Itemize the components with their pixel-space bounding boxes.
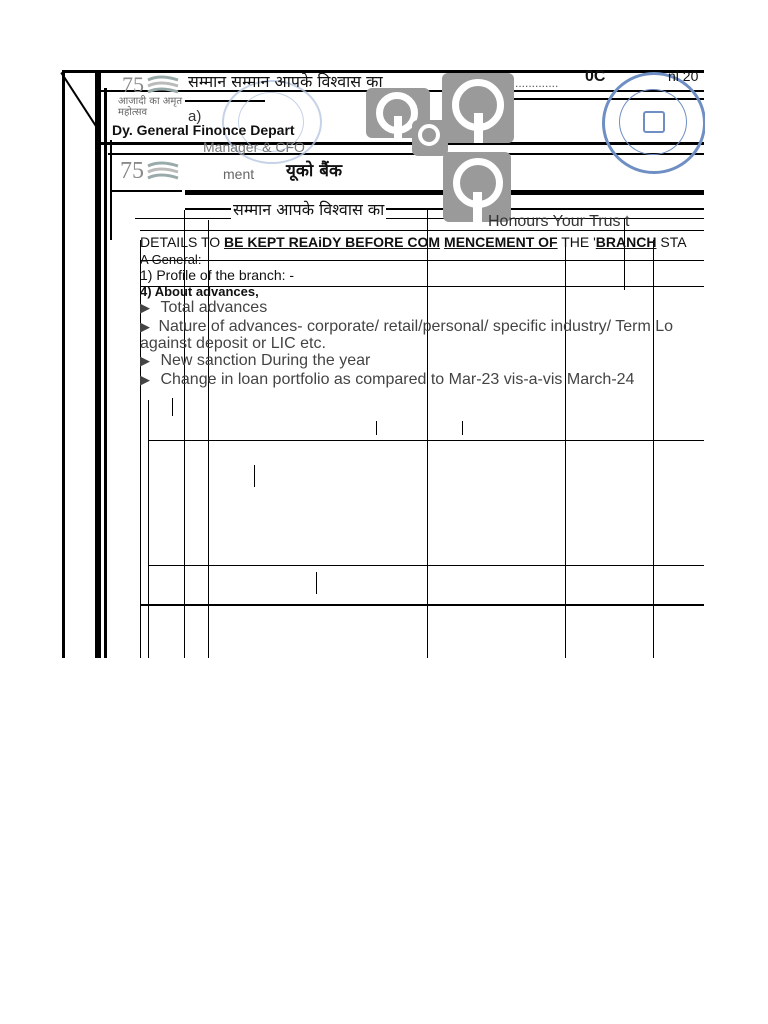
bank-logo-icon	[443, 152, 511, 222]
bullet-icon: ▶	[140, 320, 150, 335]
frame-inner-left-thick	[95, 72, 101, 658]
general-heading: A General: -	[140, 252, 210, 267]
frame-left-rule	[62, 70, 65, 658]
frame-inner-left-2	[104, 88, 107, 658]
dept-title: Dy. General Finonce Depart	[112, 122, 295, 138]
grid-h-5	[140, 604, 704, 606]
bullet-icon: ▶	[140, 301, 150, 316]
grid-h-4	[148, 565, 704, 566]
hindi-tagline-top: सम्मान सम्मान आपके विश्वास का	[188, 72, 383, 91]
grid-v-13	[462, 421, 463, 435]
grid-v-9	[254, 465, 255, 487]
details-be-kept: BE KEPT REAiDY BEFORE COM	[224, 234, 441, 250]
page-crop-mask-bottom	[0, 658, 768, 1024]
grid-v-12	[376, 421, 377, 435]
details-heading	[140, 234, 687, 250]
bank-logo-icon	[442, 73, 514, 143]
uco-bank-hindi: यूको बैंक	[286, 161, 343, 181]
header-fragment-oc: 0C	[585, 68, 606, 85]
grid-v-11	[172, 398, 173, 416]
bullet-icon: ▶	[140, 354, 150, 369]
azadi-caption: आजादी का अमृत महोत्सव	[118, 96, 183, 118]
grid-v-5	[427, 210, 428, 658]
azadi-logo-icon	[118, 156, 182, 192]
details-mencement: MENCEMENT OF	[444, 234, 558, 250]
details-branch: BRANCH	[595, 234, 657, 250]
bullet-icon: ▶	[140, 373, 150, 388]
header-fragment-year: nl 20	[668, 68, 699, 84]
svg-text:75: 75	[122, 72, 144, 97]
honours-your-trust: Honours Your Trus t	[488, 213, 630, 230]
grid-v-10	[316, 572, 317, 594]
grid-v-8	[653, 240, 654, 658]
list-item: ▶ Nature of advances- corporate/ retail/personal/ specific industry/ Term Lo	[140, 318, 674, 335]
list-item: ▶ New sanction During the year	[140, 352, 371, 369]
grid-v-6	[565, 240, 566, 658]
grid-v-2	[148, 400, 149, 658]
header-fragment-ment: ment	[223, 166, 255, 182]
details-prefix: DETAILS TO	[140, 234, 225, 250]
list-item: ▶ Total advances	[140, 299, 268, 316]
bank-logo-icon	[412, 120, 448, 156]
header-fragment-a: a)	[188, 108, 202, 125]
list-item-continuation: against deposit or LIC etc.	[140, 335, 326, 352]
list-item: ▶ Change in loan portfolio as compared to Mar-23 vis-a-vis March-24	[140, 371, 635, 388]
details-sta: STA	[656, 234, 687, 250]
about-advances-heading: 4) About advances,	[140, 284, 259, 299]
profile-heading: 1) Profile of the branch: -	[140, 267, 295, 283]
details-the: THE '	[557, 234, 596, 250]
grid-h-1	[140, 260, 704, 261]
grid-h-3	[148, 440, 704, 441]
svg-text:75: 75	[120, 158, 144, 184]
dotted-leader: .............	[515, 76, 559, 90]
manager-line: Manager & CFO	[203, 139, 305, 155]
hindi-tagline-2: सम्मान आपके विश्वास का	[233, 200, 385, 219]
office-seal-icon	[602, 72, 706, 174]
